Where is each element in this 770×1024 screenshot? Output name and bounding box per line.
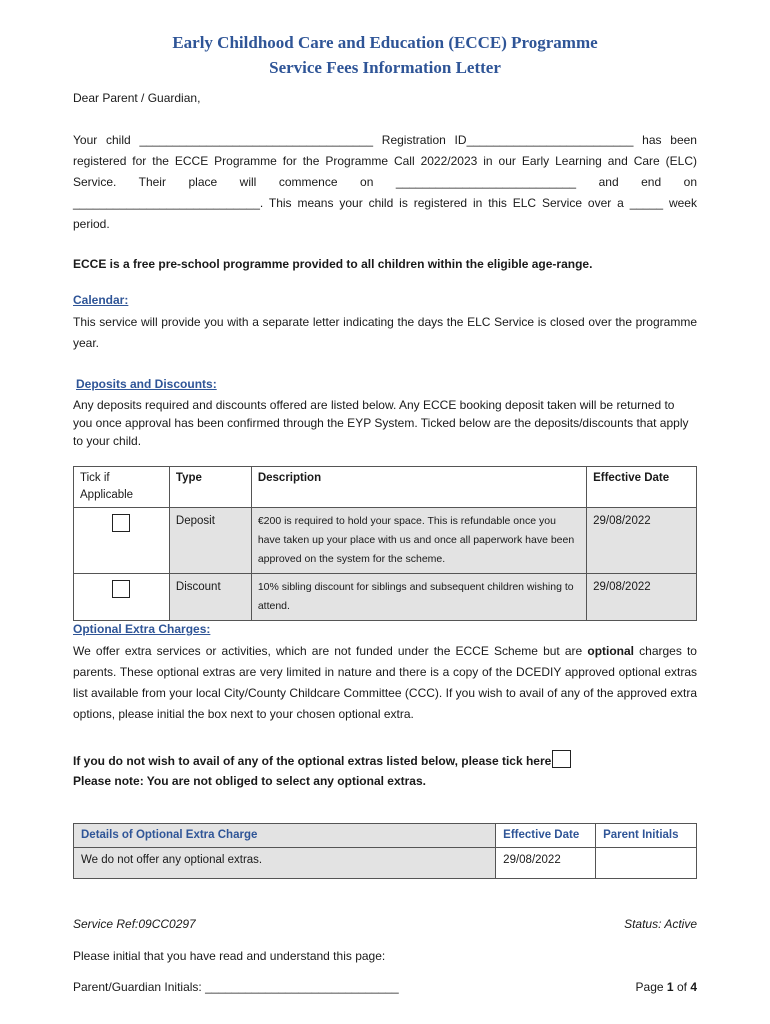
- calendar-heading: Calendar:: [73, 293, 129, 307]
- column-header: Parent Initials: [596, 824, 697, 848]
- page-total: 4: [690, 980, 697, 994]
- table-row: [74, 574, 697, 621]
- description-cell: 10% sibling discount for siblings and subsequent children wishing to attend.: [251, 574, 586, 621]
- table-header-row: [74, 824, 697, 848]
- page-subtitle: Service Fees Information Letter: [269, 58, 501, 77]
- page-of: of: [676, 980, 687, 994]
- deposit-checkbox[interactable]: [112, 514, 130, 532]
- intro-text: . This means your child is registered in this ELC Service over a: [259, 196, 624, 210]
- opt-out-checkbox[interactable]: [552, 750, 571, 768]
- discount-checkbox[interactable]: [112, 580, 130, 598]
- initials-label: Parent/Guardian Initials:: [73, 980, 202, 994]
- opt-out-note: Please note: You are not obliged to select any optional extras.: [73, 774, 426, 788]
- intro-text: and end on: [598, 175, 698, 189]
- tick-cell: [74, 574, 170, 621]
- column-header: Effective Date: [587, 467, 697, 508]
- initial-prompt: Please initial that you have read and understand this page:: [73, 949, 386, 963]
- intro-text: Service. Their place will commence on: [73, 175, 374, 189]
- table-row: [74, 508, 697, 574]
- deposits-text: Any deposits required and discounts offered are listed below. Any ECCE booking deposit taken will be returned to you once approval has been confirmed through the EYP System. Ticked below are the deposits/discounts that apply to your child.: [73, 398, 689, 448]
- intro-text: has been: [642, 133, 697, 147]
- column-header: Tick if Applicable: [74, 467, 170, 508]
- column-header: Details of Optional Extra Charge: [74, 824, 496, 848]
- table-row: [74, 848, 697, 879]
- free-statement: ECCE is a free pre-school programme provided to all children within the eligible age-range.: [73, 257, 593, 271]
- date-cell: 29/08/2022: [587, 508, 697, 574]
- intro-text: Registration ID: [381, 133, 467, 147]
- page-indicator: [636, 977, 697, 998]
- details-cell: We do not offer any optional extras.: [74, 848, 496, 879]
- page-label: Page: [635, 980, 664, 994]
- child-name-blank[interactable]: ___________________________________: [139, 133, 374, 147]
- tick-cell: [74, 508, 170, 574]
- optional-heading: Optional Extra Charges:: [73, 622, 211, 636]
- column-header: Type: [169, 467, 251, 508]
- intro-line-5: period.: [73, 217, 110, 231]
- optional-text-b: charges to parents. These optional extras are very limited in nature and there is a copy of the DCEDIY approved optional extras list available from your local City/County Childcare Committee (CCC). If you wish to avail of any of the approved extra options, please initial the box next to your chosen optional extra.: [73, 644, 697, 721]
- page-title: Early Childhood Care and Education (ECCE) Programme: [172, 33, 598, 52]
- table-header-row: [74, 467, 697, 508]
- optional-text-a: We offer extra services or activities, which are not funded under the ECCE Scheme but are: [73, 644, 583, 658]
- salutation: Dear Parent / Guardian,: [73, 91, 201, 105]
- intro-line-2: registered for the ECCE Programme for the Programme Call 2022/2023 in our Early Learning and Care (ELC): [73, 154, 697, 168]
- initials-line: [73, 977, 697, 998]
- status-text: Status: Active: [624, 917, 697, 931]
- weeks-blank[interactable]: _____: [629, 196, 664, 210]
- intro-line-1: [73, 130, 697, 151]
- end-date-blank[interactable]: ____________________________: [73, 196, 260, 210]
- start-date-blank[interactable]: ___________________________: [395, 175, 577, 189]
- type-cell: Discount: [169, 574, 251, 621]
- intro-text: Your child: [73, 133, 131, 147]
- parent-initials-cell[interactable]: [596, 848, 697, 879]
- service-ref: Service Ref:09CC0297: [73, 917, 196, 931]
- deposits-table: [73, 466, 697, 621]
- intro-line-3: [73, 172, 697, 193]
- description-cell: €200 is required to hold your space. This is refundable once you have taken up your place with us and once all paperwork have been approved on the system for the scheme.: [251, 508, 586, 574]
- optional-extras-table: [73, 823, 697, 879]
- date-cell: 29/08/2022: [587, 574, 697, 621]
- optional-text: [73, 641, 697, 725]
- intro-text: week: [668, 196, 697, 210]
- page-number: 1: [666, 980, 674, 994]
- deposits-heading: Deposits and Discounts:: [76, 377, 217, 391]
- intro-line-4: [73, 193, 697, 214]
- column-header: Effective Date: [496, 824, 596, 848]
- opt-out-line: [73, 750, 697, 772]
- initials-blank[interactable]: _____________________________: [205, 980, 399, 994]
- type-cell: Deposit: [169, 508, 251, 574]
- column-header: Description: [251, 467, 586, 508]
- calendar-text: This service will provide you with a separate letter indicating the days the ELC Service is closed over the programme year.: [73, 315, 697, 350]
- date-cell: 29/08/2022: [496, 848, 596, 879]
- registration-id-blank[interactable]: _________________________: [466, 133, 634, 147]
- opt-out-text: If you do not wish to avail of any of the optional extras listed below, please tick here: [73, 754, 552, 768]
- optional-emphasis: optional: [587, 644, 635, 658]
